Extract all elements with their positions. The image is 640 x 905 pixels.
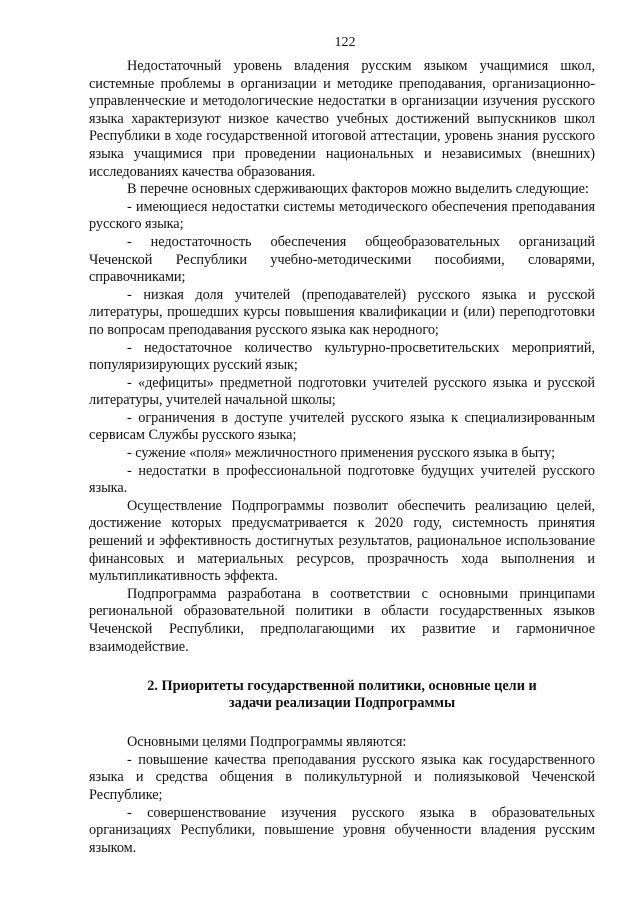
list-item-cultural-events: - недостаточное количество культурно-просветительских мероприятий, популяризирующих русский язык; [89,339,595,374]
paragraph-goals-intro: Основными целями Подпрограммы являются: [127,734,407,751]
list-item-everyday-usage: - сужение «поля» межличностного применения русского языка в быту; [127,445,556,462]
list-item-teacher-training-share: - низкая доля учителей (преподавателей) русского языка и русской литературы, прошедших курсы повышения квалификации и (или) переподготовки по вопросам преподавания русского языка как неродного; [89,286,595,338]
document-page [89,34,595,857]
body-after-heading [89,734,595,857]
list-item-methodical-shortcomings: - имеющиеся недостатки системы методического обеспечения преподавания русского языка; [89,198,595,233]
body-before-heading [89,58,595,656]
paragraph-limiting-factors-intro: В перечне основных сдерживающих факторов можно выделить следующие: [127,181,589,198]
section-heading-line1 [89,678,595,695]
list-item-service-access: - ограничения в доступе учителей русского языка к специализированным сервисам Службы русского языка; [89,409,595,444]
list-item-textbook-supply: - недостаточность обеспечения общеобразовательных организаций Чеченской Республики учебно-методическими пособиями, словарями, справочниками; [89,233,595,286]
section-number: 2 [147,678,155,695]
section-title-line1: Приоритеты государственной политики, основные цели и [161,678,537,695]
paragraph-subprogram-principles: Подпрограмма разработана в соответствии с основными принципами региональной образовательной политики в области государственных языков Чеченской Республики, предполагающими их развитие и гармоничное взаимодействие. [89,585,595,655]
page-number: 122 [334,35,356,50]
section-heading [89,678,595,712]
section-number-separator: . [154,678,162,695]
paragraph-subprogram-implementation: Осуществление Подпрограммы позволит обеспечить реализацию целей, достижение которых предусматривается к 2020 году, системность принятия решений и эффективность достигнутых результатов, рациональное использование финансовых и материальных ресурсов, прозрачность хода выполнения и мультипликативность эффекта. [89,497,595,585]
list-item-subject-deficits: - «дефициты» предметной подготовки учителей русского языка и русской литературы, учителей начальной школы; [89,374,595,409]
section-title-line2: задачи реализации Подпрограммы [228,695,456,712]
list-item-teaching-quality: - повышение качества преподавания русского языка как государственного языка и средства общения в поликультурной и полиязыковой Чеченской Республике; [89,751,595,803]
list-item-future-teachers: - недостатки в профессиональной подготовке будущих учителей русского языка. [89,462,595,497]
paragraph-language-proficiency: Недостаточный уровень владения русским языком учащимися школ, системные проблемы в организации и методике преподавания, организационно-управленческие и методологические недостатки в организации изучения русского языка характеризуют низкое качество учебных достижений выпускников школ Республики в ходе государственной итоговой аттестации, уровень знания русского языка учащимися при проведении национальных и независимых (внешних) исследованиях качества образования. [89,58,595,180]
list-item-study-improvement: - совершенствование изучения русского языка в образовательных организациях Республики, повышение уровня обученности владения русским языком. [89,804,595,856]
